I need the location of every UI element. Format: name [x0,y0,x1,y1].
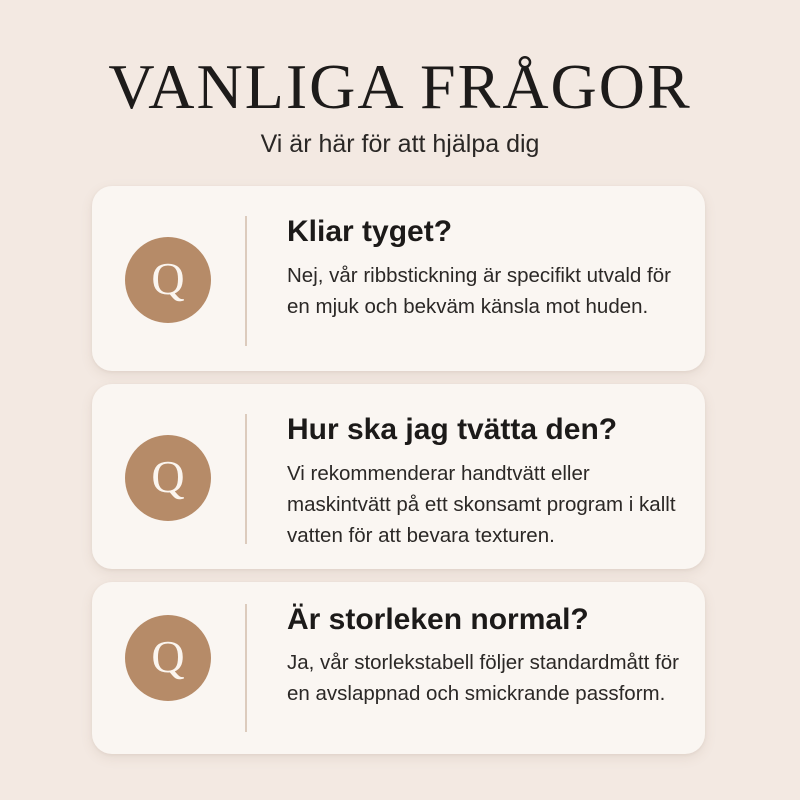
faq-answer: Nej, vår ribbstickning är specifikt utvald för en mjuk och bekväm känsla mot huden. [287,264,671,318]
q-badge-icon [125,615,211,701]
faq-question: Hur ska jag tvätta den? [287,413,618,446]
divider [245,216,247,346]
q-badge-icon [125,435,211,521]
divider [245,414,247,544]
page-title: VANLIGA FRÅGOR [108,51,692,122]
faq-list [92,186,705,767]
faq-question: Är storleken normal? [287,603,589,636]
page-subtitle: Vi är här för att hjälpa dig [260,130,540,158]
faq-item[interactable] [92,582,705,754]
faq-answer: Ja, vår storlekstabell följer standardmått för en avslappnad och smickrande passform. [287,651,679,705]
q-letter: Q [151,253,185,304]
q-letter: Q [151,631,185,682]
q-letter: Q [151,451,185,502]
faq-question: Kliar tyget? [287,215,453,248]
q-badge-icon [125,237,211,323]
faq-item[interactable] [92,186,705,371]
faq-answer: Vi rekommenderar handtvätt eller maskintvätt på ett skonsamt program i kallt vatten för att bevara texturen. [287,462,676,547]
faq-item[interactable] [92,384,705,569]
divider [245,604,247,732]
